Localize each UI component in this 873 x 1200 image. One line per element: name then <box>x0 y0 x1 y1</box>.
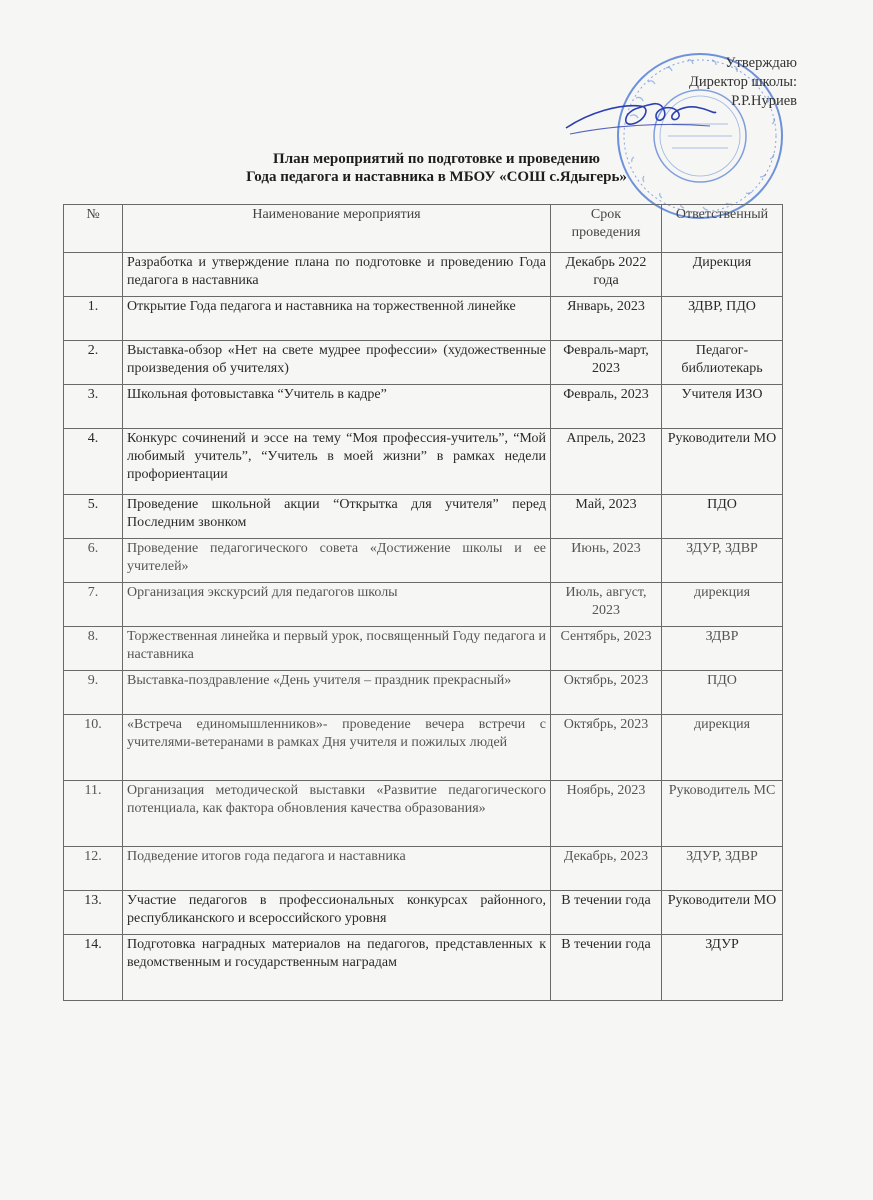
events-table <box>63 204 783 1001</box>
row-number: 13. <box>64 891 123 935</box>
row-event-name: Торжественная линейка и первый урок, посвященный Году педагога и наставника <box>123 627 551 671</box>
row-responsible: ЗДУР, ЗДВР <box>662 847 783 891</box>
row-number <box>64 253 123 297</box>
row-responsible: ПДО <box>662 671 783 715</box>
row-event-name: Выставка-поздравление «День учителя – праздник прекрасный» <box>123 671 551 715</box>
row-number: 5. <box>64 495 123 539</box>
table-row <box>64 627 783 671</box>
row-date: Июнь, 2023 <box>551 539 662 583</box>
row-number: 1. <box>64 297 123 341</box>
row-responsible: ЗДВР, ПДО <box>662 297 783 341</box>
table-row <box>64 385 783 429</box>
table-row <box>64 583 783 627</box>
approval-block <box>597 54 797 111</box>
row-date: Декабрь 2022 года <box>551 253 662 297</box>
row-date: Февраль-март, 2023 <box>551 341 662 385</box>
row-date: Май, 2023 <box>551 495 662 539</box>
header-name: Наименование мероприятия <box>123 205 551 253</box>
row-number: 3. <box>64 385 123 429</box>
row-responsible: Учителя ИЗО <box>662 385 783 429</box>
table-row <box>64 341 783 385</box>
row-responsible: ПДО <box>662 495 783 539</box>
row-event-name: Подведение итогов года педагога и наставника <box>123 847 551 891</box>
row-number: 11. <box>64 781 123 847</box>
row-number: 7. <box>64 583 123 627</box>
row-date: Июль, август, 2023 <box>551 583 662 627</box>
row-responsible: дирекция <box>662 583 783 627</box>
row-event-name: Участие педагогов в профессиональных конкурсах районного, республиканского и всероссийского уровня <box>123 891 551 935</box>
row-date: Ноябрь, 2023 <box>551 781 662 847</box>
table-row <box>64 715 783 781</box>
row-number: 8. <box>64 627 123 671</box>
title-line-1: План мероприятий по подготовке и проведению <box>273 151 600 167</box>
row-date: Октябрь, 2023 <box>551 715 662 781</box>
row-event-name: Выставка-обзор «Нет на свете мудрее профессии» (художественные произведения об учителях) <box>123 341 551 385</box>
row-number: 14. <box>64 935 123 1001</box>
row-event-name: Конкурс сочинений и эссе на тему “Моя профессия-учитель”, “Мой любимый учитель”, “Учитель в моей жизни” в рамках недели профориентации <box>123 429 551 495</box>
row-responsible: дирекция <box>662 715 783 781</box>
approval-line-3: Р.Р.Нуриев <box>731 93 797 109</box>
table-row <box>64 539 783 583</box>
table-header-row <box>64 205 783 253</box>
row-number: 12. <box>64 847 123 891</box>
table-row <box>64 495 783 539</box>
row-number: 9. <box>64 671 123 715</box>
approval-line-1: Утверждаю <box>725 55 797 71</box>
row-date: Октябрь, 2023 <box>551 671 662 715</box>
row-event-name: Открытие Года педагога и наставника на торжественной линейке <box>123 297 551 341</box>
table-row <box>64 429 783 495</box>
row-number: 2. <box>64 341 123 385</box>
table-row <box>64 847 783 891</box>
row-number: 4. <box>64 429 123 495</box>
row-responsible: Педагог-библиотекарь <box>662 341 783 385</box>
table-row <box>64 253 783 297</box>
table-row <box>64 935 783 1001</box>
row-date: Февраль, 2023 <box>551 385 662 429</box>
row-responsible: ЗДУР, ЗДВР <box>662 539 783 583</box>
header-resp: Ответственный <box>662 205 783 253</box>
row-date: Апрель, 2023 <box>551 429 662 495</box>
table-row <box>64 891 783 935</box>
table-row <box>64 781 783 847</box>
row-date: В течении года <box>551 935 662 1001</box>
row-event-name: «Встреча единомышленников»- проведение вечера встречи с учителями-ветеранами в рамках Дня учителя и пожилых людей <box>123 715 551 781</box>
row-number: 6. <box>64 539 123 583</box>
row-responsible: Руководители МО <box>662 429 783 495</box>
table-row <box>64 671 783 715</box>
title-line-2: Года педагога и наставника в МБОУ «СОШ с.Ядыгерь» <box>246 169 627 185</box>
row-event-name: Организация методической выставки «Развитие педагогического потенциала, как фактора обновления качества образования» <box>123 781 551 847</box>
row-date: Январь, 2023 <box>551 297 662 341</box>
document-title <box>0 150 873 186</box>
row-number: 10. <box>64 715 123 781</box>
row-event-name: Проведение школьной акции “Открытка для учителя” перед Последним звонком <box>123 495 551 539</box>
row-date: Сентябрь, 2023 <box>551 627 662 671</box>
row-event-name: Проведение педагогического совета «Достижение школы и ее учителей» <box>123 539 551 583</box>
table-row <box>64 297 783 341</box>
row-responsible: Руководитель МС <box>662 781 783 847</box>
row-event-name: Организация экскурсий для педагогов школы <box>123 583 551 627</box>
row-responsible: Руководители МО <box>662 891 783 935</box>
row-responsible: Дирекция <box>662 253 783 297</box>
row-responsible: ЗДВР <box>662 627 783 671</box>
row-event-name: Школьная фотовыставка “Учитель в кадре” <box>123 385 551 429</box>
row-event-name: Подготовка наградных материалов на педагогов, представленных к ведомственным и государственным наградам <box>123 935 551 1001</box>
row-responsible: ЗДУР <box>662 935 783 1001</box>
row-event-name: Разработка и утверждение плана по подготовке и проведению Года педагога в наставника <box>123 253 551 297</box>
row-date: В течении года <box>551 891 662 935</box>
header-date: Срок проведения <box>551 205 662 253</box>
header-num: № <box>64 205 123 253</box>
approval-line-2: Директор школы: <box>689 74 797 90</box>
row-date: Декабрь, 2023 <box>551 847 662 891</box>
